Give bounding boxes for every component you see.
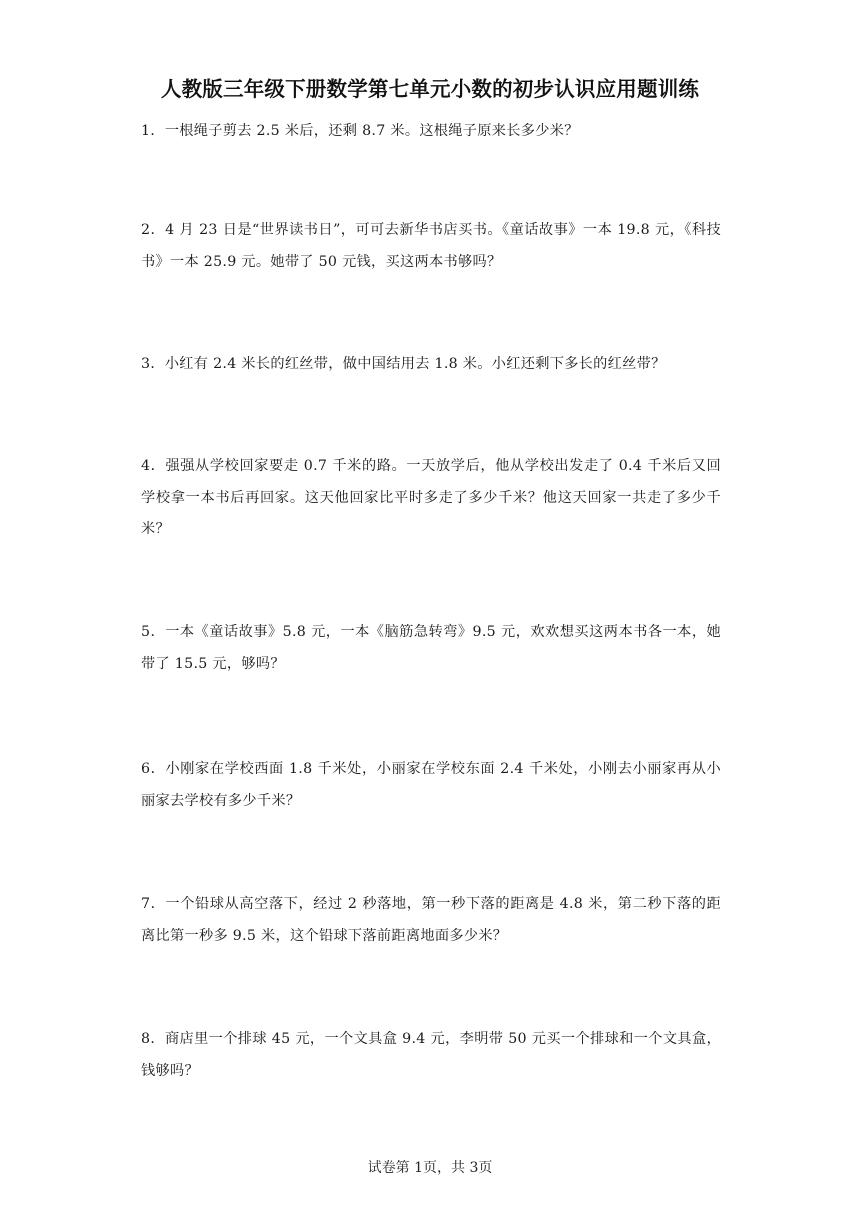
question-1: 1．一根绳子剪去 2.5 米后，还剩 8.7 米。这根绳子原来长多少米？ <box>141 123 579 139</box>
question-8: 8．商店里一个排球 45 元，一个文具盒 9.4 元，李明带 50 元买一个排球和一个文具盒，钱够吗？ <box>141 1031 721 1079</box>
page-title: 人教版三年级下册数学第七单元小数的初步认识应用题训练 <box>160 77 700 101</box>
question-2: 2．4 月 23 日是“世界读书日”，可可去新华书店买书。《童话故事》一本 19.8 元，《科技书》一本 25.9 元。她带了 50 元钱，买这两本书够吗？ <box>141 222 721 270</box>
question-7: 7．一个铅球从高空落下，经过 2 秒落地，第一秒下落的距离是 4.8 米，第二秒下落的距离比第一秒多 9.5 米，这个铅球下落前距离地面多少米？ <box>141 896 721 944</box>
question-4: 4．强强从学校回家要走 0.7 千米的路。一天放学后，他从学校出发走了 0.4 千米后又回学校拿一本书后再回家。这天他回家比平时多走了多少千米？他这天回家一共走了多少千米？ <box>141 458 721 537</box>
question-3: 3．小红有 2.4 米长的红丝带，做中国结用去 1.8 米。小红还剩下多长的红丝带？ <box>141 356 666 372</box>
question-6: 6．小刚家在学校西面 1.8 千米处，小丽家在学校东面 2.4 千米处，小刚去小丽家再从小丽家去学校有多少千米？ <box>141 761 721 809</box>
page-footer: 试卷第 1页，共 3页 <box>367 1160 493 1176</box>
question-5: 5．一本《童话故事》5.8 元，一本《脑筋急转弯》9.5 元，欢欢想买这两本书各一本，她带了 15.5 元，够吗？ <box>141 624 721 672</box>
